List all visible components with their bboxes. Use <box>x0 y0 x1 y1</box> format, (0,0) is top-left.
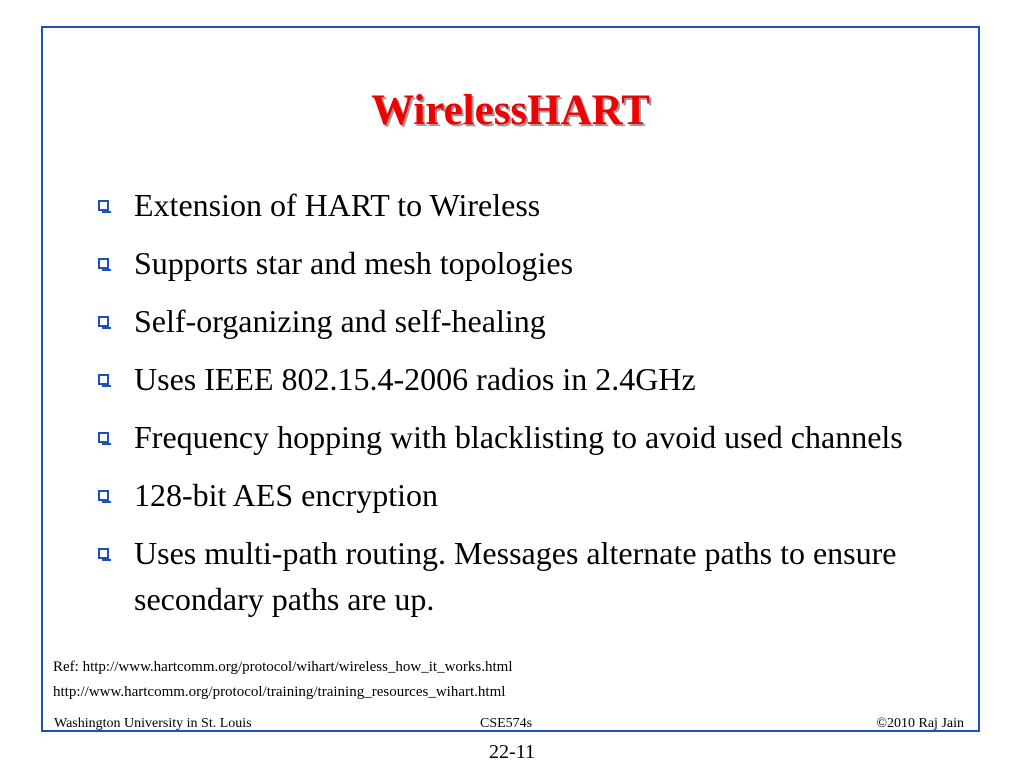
bullet-item <box>97 240 997 286</box>
bullet-text: Self-organizing and self-healing <box>134 303 546 339</box>
reference-link[interactable]: Ref: http://www.hartcomm.org/protocol/wihart/wireless_how_it_works.html <box>53 659 513 675</box>
page-number: 22-11 <box>489 741 535 763</box>
bullet-text: Uses IEEE 802.15.4-2006 radios in 2.4GHz <box>134 361 696 397</box>
bullet-list <box>97 182 997 634</box>
reference-link[interactable]: http://www.hartcomm.org/protocol/training/training_resources_wihart.html <box>53 684 506 700</box>
footer-copyright: ©2010 Raj Jain <box>876 716 964 731</box>
hollow-square-bullet-icon <box>97 298 134 344</box>
bullet-item <box>97 182 997 228</box>
slide-title: WirelessHART <box>371 87 650 134</box>
hollow-square-bullet-icon <box>97 182 134 228</box>
bullet-text: Extension of HART to Wireless <box>134 187 541 223</box>
bullet-item <box>97 414 997 460</box>
bullet-item <box>97 472 997 518</box>
hollow-square-bullet-icon <box>97 356 134 402</box>
footer-institution: Washington University in St. Louis <box>54 716 252 731</box>
footer-course: CSE574s <box>480 716 533 731</box>
hollow-square-bullet-icon <box>97 414 134 460</box>
reference-block <box>53 655 513 705</box>
bullet-text: Frequency hopping with blacklisting to avoid used channels <box>134 419 903 455</box>
hollow-square-bullet-icon <box>97 240 134 286</box>
bullet-text: 128-bit AES encryption <box>134 477 438 513</box>
bullet-text: Supports star and mesh topologies <box>134 245 574 281</box>
bullet-text: Uses multi-path routing. Messages alternate paths to ensure secondary paths are up. <box>134 535 897 617</box>
bullet-item <box>97 298 997 344</box>
bullet-item <box>97 530 997 622</box>
hollow-square-bullet-icon <box>97 530 134 576</box>
slide-frame <box>41 26 980 732</box>
hollow-square-bullet-icon <box>97 472 134 518</box>
bullet-item <box>97 356 997 402</box>
